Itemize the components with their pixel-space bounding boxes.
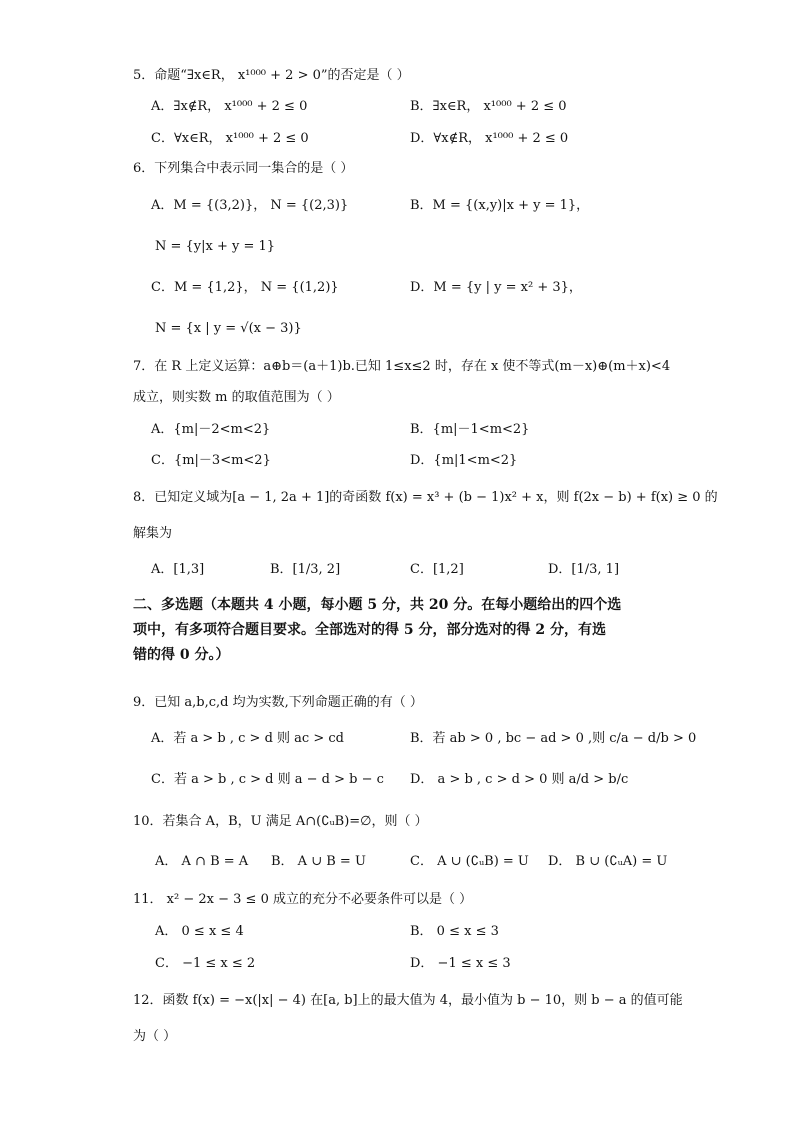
- q5-option-d: D．∀x∉R， x¹⁰⁰⁰ + 2 ≤ 0: [410, 131, 569, 146]
- section2-line3: 错的得 0 分。）: [133, 647, 230, 663]
- q12-stem: 12．函数 f(x) = −x(|x| − 4) 在[a, b]上的最大值为 4，最小值为 b − 10，则 b − a 的值可能: [133, 993, 683, 1008]
- q7-stem: 7．在 R 上定义运算：a⊕b＝(a＋1)b.已知 1≤x≤2 时，存在 x 使不等式(m－x)⊕(m＋x)<4: [133, 359, 671, 374]
- section2-line1: 二、多选题（本题共 4 小题，每小题 5 分，共 20 分。在每小题给出的四个选: [133, 597, 622, 613]
- q10-option-a: A． A ∩ B = A: [155, 854, 249, 869]
- q8-stem: 8．已知定义域为[a − 1, 2a + 1]的奇函数 f(x) = x³ + (b − 1)x² + x，则 f(2x − b) + f(x) ≥ 0 的: [133, 490, 718, 505]
- q6-option-c: C．M = {1,2}， N = {(1,2)}: [151, 280, 339, 295]
- q8-option-c: C．[1,2]: [410, 562, 464, 577]
- q12-stem-cont: 为（ ）: [133, 1029, 177, 1044]
- q9-stem: 9．已知 a,b,c,d 均为实数,下列命题正确的有（ ）: [133, 695, 423, 710]
- q8-option-a: A．[1,3]: [151, 562, 205, 577]
- q10-option-c: C． A ∪ (∁ᵤB) = U: [410, 854, 529, 869]
- section2-line2: 项中，有多项符合题目要求。全部选对的得 5 分，部分选对的得 2 分，有选: [133, 622, 606, 638]
- q11-option-d: D． −1 ≤ x ≤ 3: [410, 956, 511, 971]
- q8-option-b: B．[1/3, 2]: [270, 562, 341, 577]
- q6-stem: 6．下列集合中表示同一集合的是（ ）: [133, 161, 354, 176]
- q6-option-d: D．M = {y | y = x² + 3}，: [410, 280, 582, 295]
- q7-option-c: C．{m|－3<m<2}: [151, 453, 271, 468]
- q10-option-b: B． A ∪ B = U: [271, 854, 366, 869]
- q10-stem: 10．若集合 A，B，U 满足 A∩(∁ᵤB)=∅，则（ ）: [133, 814, 428, 829]
- q11-option-c: C． −1 ≤ x ≤ 2: [155, 956, 256, 971]
- q7-stem-cont: 成立，则实数 m 的取值范围为（ ）: [133, 390, 340, 405]
- q8-option-d: D．[1/3, 1]: [548, 562, 620, 577]
- q9-option-d: D． a > b , c > d > 0 则 a/d > b/c: [410, 772, 629, 787]
- q5-option-a: A．∃x∉R， x¹⁰⁰⁰ + 2 ≤ 0: [151, 99, 308, 114]
- q9-option-c: C．若 a > b , c > d 则 a − d > b − c: [151, 772, 384, 787]
- q7-option-a: A．{m|－2<m<2}: [151, 422, 271, 437]
- q6-option-b-cont: N = {y|x + y = 1}: [155, 239, 276, 254]
- q6-option-b: B．M = {(x,y)|x + y = 1}，: [410, 198, 590, 213]
- q8-stem-cont: 解集为: [133, 526, 173, 541]
- q10-option-d: D． B ∪ (∁ᵤA) = U: [548, 854, 668, 869]
- q6-option-a: A．M = {(3,2)}， N = {(2,3)}: [151, 198, 349, 213]
- q11-option-b: B． 0 ≤ x ≤ 3: [410, 924, 499, 939]
- q7-option-d: D．{m|1<m<2}: [410, 453, 518, 468]
- q5-option-c: C．∀x∈R， x¹⁰⁰⁰ + 2 ≤ 0: [151, 131, 309, 146]
- q11-stem: 11． x² − 2x − 3 ≤ 0 成立的充分不必要条件可以是（ ）: [133, 892, 473, 907]
- q11-option-a: A． 0 ≤ x ≤ 4: [155, 924, 244, 939]
- q9-option-a: A．若 a > b , c > d 则 ac > cd: [151, 731, 344, 746]
- q9-option-b: B．若 ab > 0 , bc − ad > 0 ,则 c/a − d/b > 0: [410, 731, 697, 746]
- q5-option-b: B．∃x∈R， x¹⁰⁰⁰ + 2 ≤ 0: [410, 99, 567, 114]
- q7-option-b: B．{m|－1<m<2}: [410, 422, 530, 437]
- q6-option-d-cont: N = {x | y = √(x − 3)}: [155, 321, 302, 336]
- q5-stem: 5．命题“∃x∈R， x¹⁰⁰⁰ + 2 > 0”的否定是（ ）: [133, 68, 410, 83]
